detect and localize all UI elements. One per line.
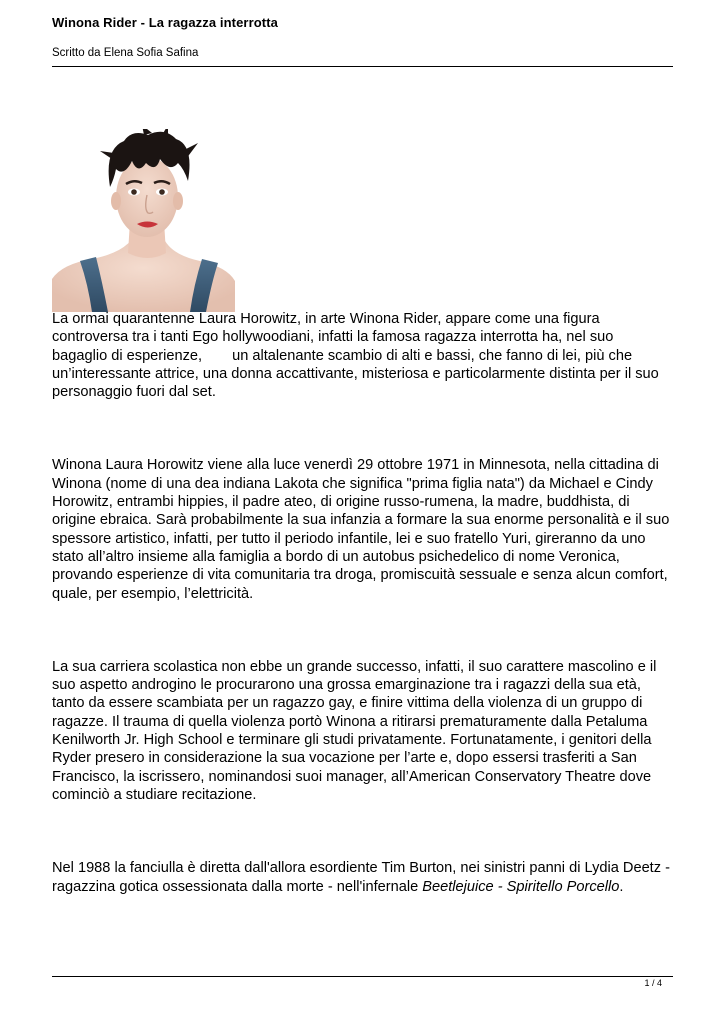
- text-line: suo aspetto androgino le procurarono una grossa emarginazione tra i ragazzi della sua età,: [52, 677, 641, 694]
- text-line: spessore artistico, infatti, per tutto il periodo infantile, lei e suo fratello Yuri, gireranno da uno: [52, 530, 646, 547]
- paragraph-3: [52, 658, 692, 804]
- text-line: Horowitz, entrambi hippies, il padre ateo, di origine russo-rumena, la madre, buddhista, di: [52, 494, 630, 511]
- paragraph-2: [52, 456, 692, 602]
- text-line: La sua carriera scolastica non ebbe un grande successo, infatti, il suo carattere mascolino e il: [52, 658, 657, 675]
- text-line: provando esperienze di vita comunitaria tra droga, promiscuità sessuale e senza alcun comfort,: [52, 567, 668, 584]
- text-line: quale, per esempio, l’elettricità.: [52, 585, 254, 602]
- text-line: Winona Laura Horowitz viene alla luce venerdì 29 ottobre 1971 in Minnesota, nella cittadina di: [52, 457, 659, 474]
- text-line: tanto da essere scambiata per un ragazzo gay, e finire vittima della violenza di un gruppo di: [52, 695, 643, 712]
- text-fragment: bagaglio di esperienze,: [52, 347, 203, 364]
- article-body: [52, 310, 692, 896]
- text-line: Winona (nome di una dea indiana Lakota che significa "prima figlia nata") da Michael e Cindy: [52, 475, 653, 492]
- text-line: cominciò a studiare recitazione.: [52, 786, 257, 803]
- page-title: Winona Rider - La ragazza interrotta: [52, 15, 278, 30]
- paragraph-4: [52, 859, 692, 896]
- text-line: ragazze. Il trauma di quella violenza portò Winona a ritirarsi prematuramente dalla Petaluma: [52, 713, 648, 730]
- portrait-photo: [52, 129, 235, 312]
- text-line: La ormai quarantenne Laura Horowitz, in arte Winona Rider, appare come una figura: [52, 311, 600, 327]
- text-line: origine ebraica. Sarà probabilmente la sua infanzia a formare la sua enorme personalità e il suo: [52, 512, 670, 529]
- text-fragment: ragazzina gotica ossessionata dalla morte - nell'infernale: [52, 878, 423, 895]
- text-line: stato all’altro insieme alla famiglia a bordo di un autobus psichedelico di nome Veronica,: [52, 548, 620, 565]
- author-line: Scritto da Elena Sofia Safina: [52, 47, 199, 59]
- text-line: [52, 878, 692, 896]
- page-number: 1 / 4: [644, 978, 662, 988]
- text-line: Ryder presero in considerazione la sua vocazione per l’arte e, dopo essersi trasferiti a San: [52, 750, 637, 767]
- header-divider: [52, 66, 673, 67]
- text-fragment: .: [619, 878, 624, 895]
- text-line: Kenilworth Jr. High School e terminare gli studi privatamente. Fortunatamente, i genitori della: [52, 732, 652, 749]
- text-line: un’interessante attrice, una donna accattivante, misteriosa e particolarmente distinta per il suo: [52, 365, 659, 382]
- text-fragment: un altalenante scambio di alti e bassi, che fanno di lei, più che: [232, 347, 633, 364]
- footer-divider: [52, 976, 673, 977]
- text-line: controversa tra i tanti Ego hollywoodiani, infatti la famosa ragazza interrotta ha, nel suo: [52, 329, 614, 346]
- paragraph-1: [52, 310, 692, 401]
- text-line: personaggio fuori dal set.: [52, 384, 216, 401]
- text-line: Francisco, la iscrissero, nominandosi suoi manager, all’American Conservatory Theatre dove: [52, 768, 652, 785]
- text-line: Nel 1988 la fanciulla è diretta dall'allora esordiente Tim Burton, nei sinistri panni di Lydia Deetz -: [52, 860, 670, 877]
- film-title: Beetlejuice - Spiritello Porcello: [422, 878, 620, 895]
- text-line: [52, 347, 692, 365]
